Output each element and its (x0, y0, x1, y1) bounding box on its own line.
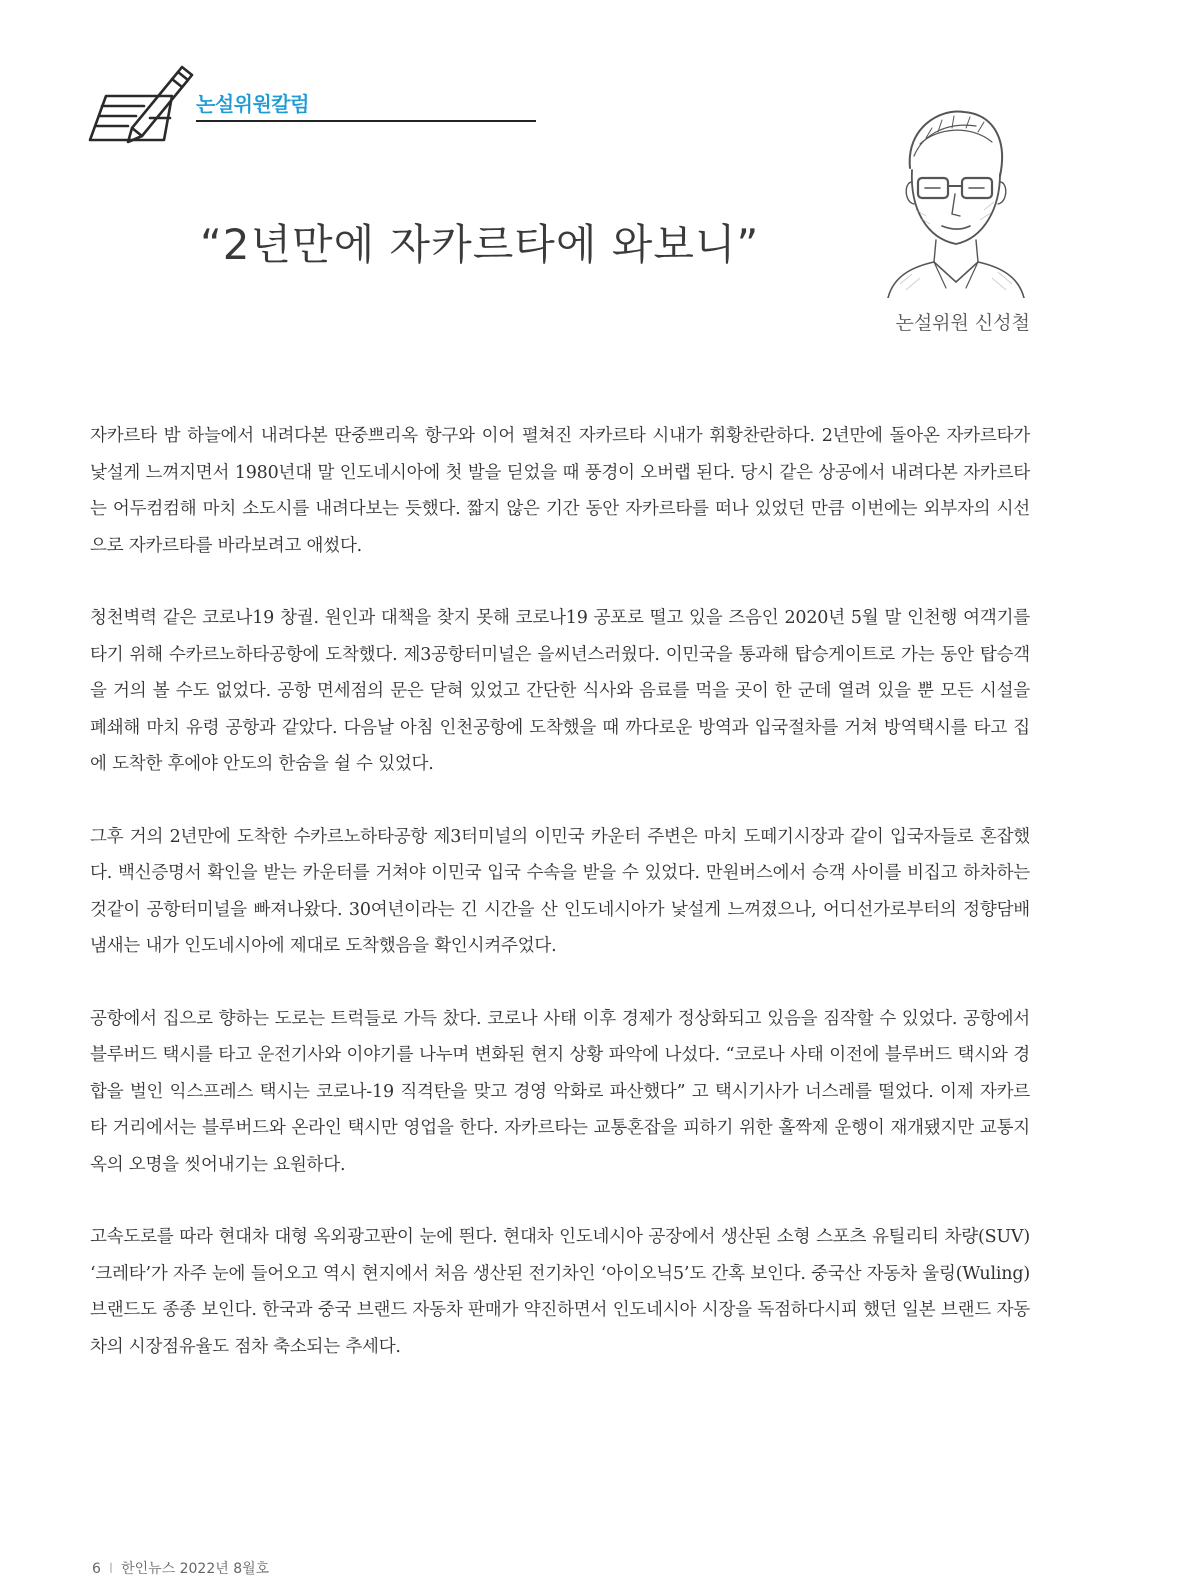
publication-name: 한인뉴스 2022년 8월호 (121, 1561, 270, 1577)
author-byline: 논설위원 신성철 (895, 312, 1030, 334)
page-number: 6 (92, 1561, 101, 1577)
article-body (90, 418, 1030, 1401)
footer-separator: I (108, 1561, 114, 1577)
header-divider (196, 120, 536, 122)
article-paragraph: 자카르타 밤 하늘에서 내려다본 딴중쁘리옥 항구와 이어 펼쳐진 자카르타 시내가 휘황찬란하다. 2년만에 돌아온 자카르타가 낯설게 느껴지면서 1980년대 말 인도네시아에 첫 발을 딛었을 때 풍경이 오버랩 된다. 당시 같은 상공에서 내려다본 자카르타는 어두컴컴해 마치 소도시를 내려다보는 듯했다. 짧지 않은 기간 동안 자카르타를 떠나 있었던 만큼 이번에는 외부자의 시선으로 자카르타를 바라보려고 애썼다. (90, 426, 1030, 556)
author-portrait (880, 98, 1030, 298)
article-paragraph: 고속도로를 따라 현대차 대형 옥외광고판이 눈에 띈다. 현대차 인도네시아 공장에서 생산된 소형 스포츠 유틸리티 차량(SUV) ‘크레타’가 자주 눈에 들어오고 역시 현지에서 처음 생산된 전기차인 ‘아이오닉5’도 간혹 보인다. 중국산 자동차 울링(Wuling) 브랜드도 종종 보인다. 한국과 중국 브랜드 자동차 판매가 약진하면서 인도네시아 시장을 독점하다시피 했던 일본 브랜드 자동차의 시장점유율도 점차 축소되는 추세다. (90, 1227, 1030, 1357)
column-header (84, 58, 536, 148)
article-title: “2년만에 자카르타에 와보니” (200, 220, 760, 269)
section-label: 논설위원칼럼 (196, 92, 309, 116)
article-paragraph: 청천벽력 같은 코로나19 창궐. 원인과 대책을 찾지 못해 코로나19 공포로 떨고 있을 즈음인 2020년 5월 말 인천행 여객기를 타기 위해 수카르노하타공항에 도착했다. 제3공항터미널은 을씨년스러웠다. 이민국을 통과해 탑승게이트로 가는 동안 탑승객을 거의 볼 수도 없었다. 공항 면세점의 문은 닫혀 있었고 간단한 식사와 음료를 먹을 곳이 한 군데 열려 있을 뿐 모든 시설을 폐쇄해 마치 유령 공항과 같았다. 다음날 아침 인천공항에 도착했을 때 까다로운 방역과 입국절차를 거쳐 방역택시를 타고 집에 도착한 후에야 안도의 한숨을 쉴 수 있었다. (90, 608, 1030, 774)
article-paragraph: 공항에서 집으로 향하는 도로는 트럭들로 가득 찼다. 코로나 사태 이후 경제가 정상화되고 있음을 짐작할 수 있었다. 공항에서 블루버드 택시를 타고 운전기사와 이야기를 나누며 변화된 현지 상황 파악에 나섰다. “코로나 사태 이전에 블루버드 택시와 경합을 벌인 익스프레스 택시는 코로나-19 직격탄을 맞고 경영 악화로 파산했다” 고 택시기사가 너스레를 떨었다. 이제 자카르타 거리에서는 블루버드와 온라인 택시만 영업을 한다. 자카르타는 교통혼잡을 피하기 위한 홀짝제 운행이 재개됐지만 교통지옥의 오명을 씻어내기는 요원하다. (90, 1008, 1030, 1175)
page-footer (92, 1558, 269, 1578)
pencil-writing-icon (84, 58, 196, 146)
article-paragraph: 그후 거의 2년만에 도착한 수카르노하타공항 제3터미널의 이민국 카운터 주변은 마치 도떼기시장과 같이 입국자들로 혼잡했다. 백신증명서 확인을 받는 카운터를 거쳐야 이민국 입국 수속을 받을 수 있었다. 만원버스에서 승객 사이를 비집고 하차하는 것같이 공항터미널을 빠져나왔다. 30여년이라는 긴 시간을 산 인도네시아가 낯설게 느껴졌으나, 어디선가로부터의 정향담배 냄새는 내가 인도네시아에 제대로 도착했음을 확인시켜주었다. (90, 826, 1030, 956)
